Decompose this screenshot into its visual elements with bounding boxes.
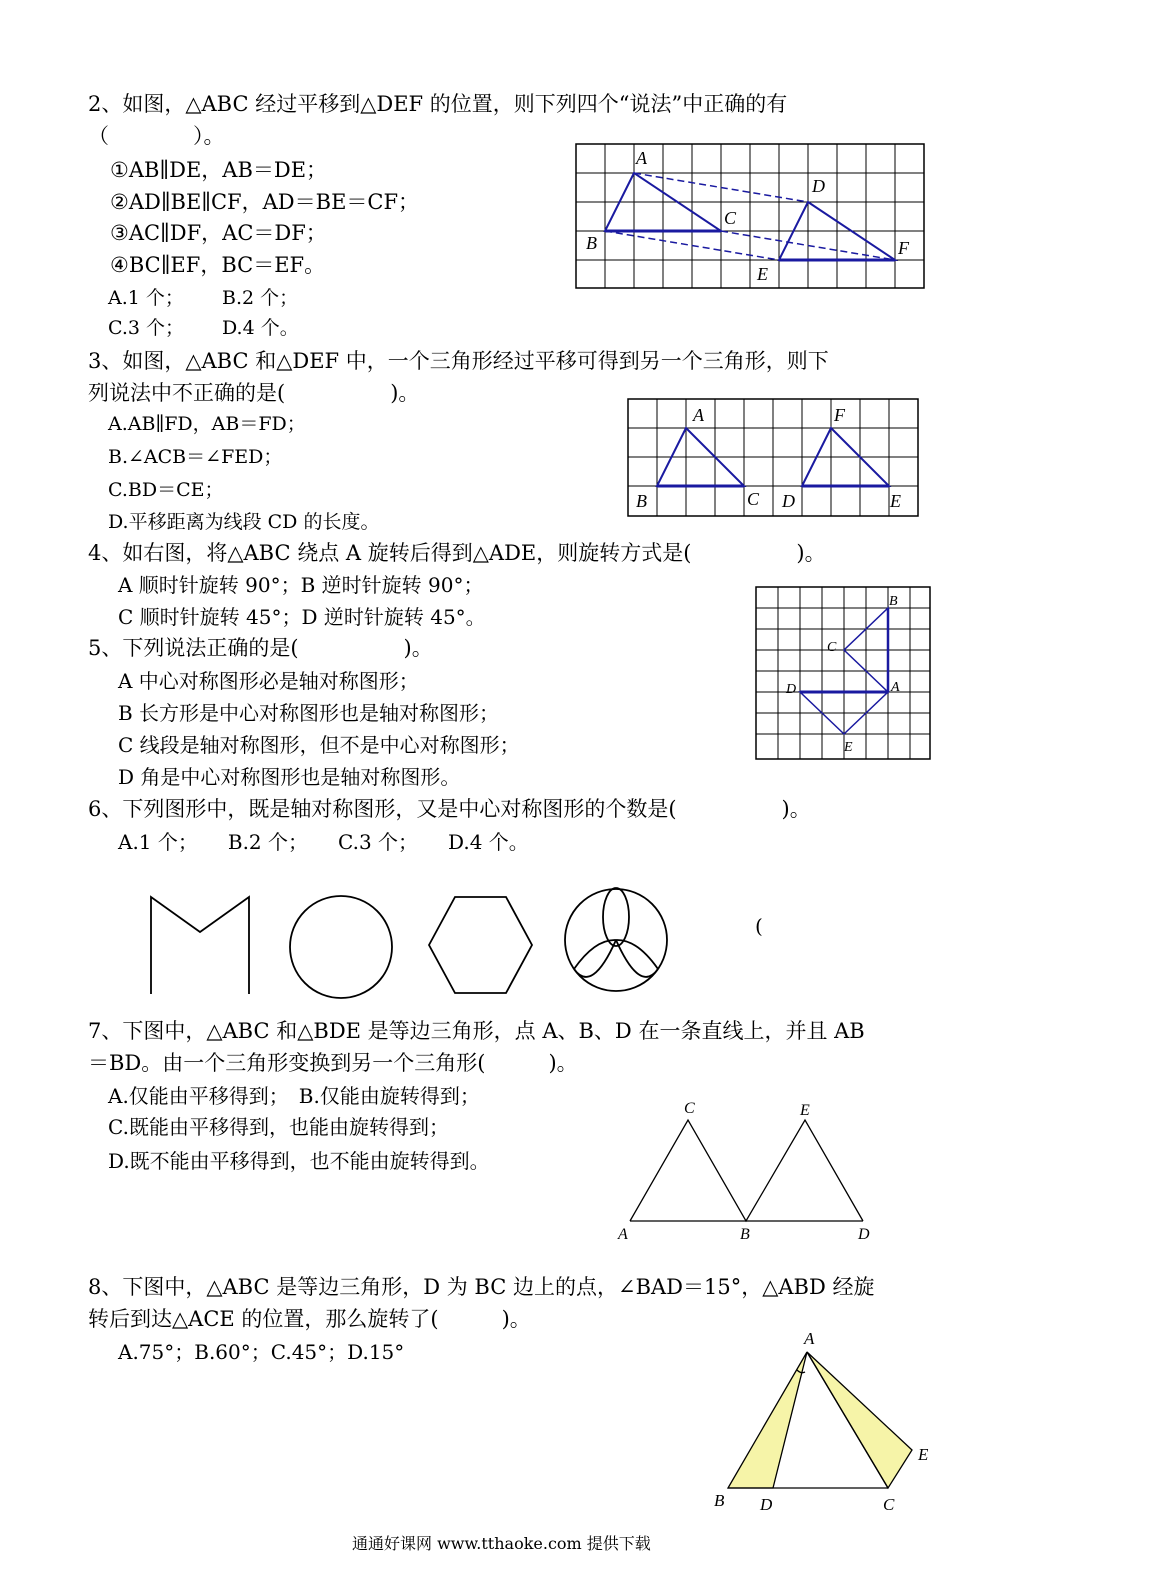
q3-translation-grid-figure [626, 397, 922, 519]
q8-label-c: C [883, 1495, 895, 1514]
q4-label-b: B [889, 594, 898, 609]
q8-label-e: E [918, 1445, 929, 1464]
q3-label-f: F [834, 405, 845, 425]
m-shape-icon [151, 897, 249, 994]
q2-statement-4: ④BC∥EF，BC＝EF。 [110, 253, 326, 277]
circle-shape-icon [290, 896, 392, 998]
q8-stem-line1: 8、下图中，△ABC 是等边三角形，D 为 BC 边上的点，∠BAD＝15°，△ABD 经旋 [88, 1275, 875, 1299]
page-footer: 通通好课网 www.tthaoke.com 提供下载 [352, 1534, 651, 1553]
q2-label-e: E [757, 264, 768, 284]
q4-rotation-grid-figure [754, 585, 932, 761]
q2-label-c: C [724, 208, 737, 228]
circle-with-arcs-shape-icon [565, 888, 667, 991]
q4-label-a: A [891, 680, 900, 695]
q3-stem-line2: 列说法中不正确的是( )。 [88, 381, 420, 405]
q7-option-c: C.既能由平移得到，也能由旋转得到； [108, 1115, 449, 1139]
q7-label-e: E [800, 1102, 810, 1119]
q5-option-a: A 中心对称图形必是轴对称图形； [118, 669, 419, 693]
q2-translation-grid-figure [574, 142, 928, 290]
q6-shapes-figure [140, 884, 680, 1002]
q4-label-c: C [827, 640, 837, 655]
q5-option-b: B 长方形是中心对称图形也是轴对称图形； [118, 701, 500, 725]
q6-options: A.1 个； B.2 个； C.3 个； D.4 个。 [118, 830, 529, 854]
q7-options-ab: A.仅能由平移得到； B.仅能由旋转得到； [108, 1084, 480, 1108]
q7-label-c: C [684, 1100, 695, 1117]
q7-label-b: B [740, 1226, 750, 1243]
q3-option-b: B.∠ACB＝∠FED； [108, 446, 283, 468]
q8-label-b: B [714, 1491, 725, 1510]
q3-label-d: D [782, 491, 795, 511]
q2-option-c: C.3 个； [108, 317, 185, 339]
q2-option-d: D.4 个。 [222, 317, 299, 339]
q8-label-d: D [760, 1495, 773, 1514]
q2-label-d: D [812, 176, 825, 196]
q4-stem: 4、如右图，将△ABC 绕点 A 旋转后得到△ADE，则旋转方式是( )。 [88, 541, 826, 565]
q4-options-ab: A 顺时针旋转 90°；B 逆时针旋转 90°； [118, 573, 484, 597]
q2-statement-3: ③AC∥DF，AC＝DF； [110, 221, 327, 245]
q4-options-cd: C 顺时针旋转 45°；D 逆时针旋转 45°。 [118, 605, 486, 629]
q2-stem-line2: （ ）。 [88, 124, 225, 148]
q3-stem-line1: 3、如图，△ABC 和△DEF 中，一个三角形经过平移可得到另一个三角形，则下 [88, 349, 829, 373]
q4-label-e: E [844, 740, 853, 755]
q8-label-a: A [804, 1329, 815, 1348]
q8-rotation-triangle-figure [700, 1322, 950, 1522]
q7-stem-line2: ＝BD。由一个三角形变换到另一个三角形( )。 [88, 1051, 578, 1075]
q4-label-d: D [786, 682, 797, 697]
q3-label-a: A [693, 405, 704, 425]
q6-stem: 6、下列图形中，既是轴对称图形，又是中心对称图形的个数是( )。 [88, 797, 811, 821]
q3-label-b: B [636, 491, 647, 511]
q3-label-e: E [890, 491, 901, 511]
q5-stem: 5、下列说法正确的是( )。 [88, 636, 433, 660]
q3-option-a: A.AB∥FD，AB＝FD； [108, 413, 306, 435]
q8-options: A.75°；B.60°；C.45°；D.15° [118, 1340, 405, 1364]
q2-option-b: B.2 个； [222, 287, 299, 309]
q2-label-a: A [636, 148, 647, 168]
q2-statement-2: ②AD∥BE∥CF，AD＝BE＝CF； [110, 190, 420, 214]
q2-option-a: A.1 个； [108, 287, 184, 309]
q6-stray-paren: ( [755, 914, 763, 938]
q8-stem-line2: 转后到达△ACE 的位置，那么旋转了( )。 [88, 1307, 531, 1331]
q7-equilateral-triangles-figure [610, 1095, 880, 1247]
q7-stem-line1: 7、下图中，△ABC 和△BDE 是等边三角形，点 A、B、D 在一条直线上，并且 AB [88, 1019, 865, 1043]
q2-label-b: B [586, 233, 597, 253]
q2-stem-line1: 2、如图，△ABC 经过平移到△DEF 的位置，则下列四个“说法”中正确的有 [88, 92, 788, 116]
q7-label-a: A [618, 1226, 628, 1243]
q3-option-d: D.平移距离为线段 CD 的长度。 [108, 511, 380, 533]
q2-label-f: F [898, 238, 909, 258]
q5-option-d: D 角是中心对称图形也是轴对称图形。 [118, 765, 461, 789]
q7-option-d: D.既不能由平移得到，也不能由旋转得到。 [108, 1149, 490, 1173]
q2-statement-1: ①AB∥DE，AB＝DE； [110, 158, 328, 182]
q5-option-c: C 线段是轴对称图形，但不是中心对称图形； [118, 733, 520, 757]
q3-option-c: C.BD＝CE； [108, 479, 224, 501]
hexagon-shape-icon [429, 897, 532, 993]
q7-label-d: D [858, 1226, 870, 1243]
q3-label-c: C [747, 489, 760, 509]
